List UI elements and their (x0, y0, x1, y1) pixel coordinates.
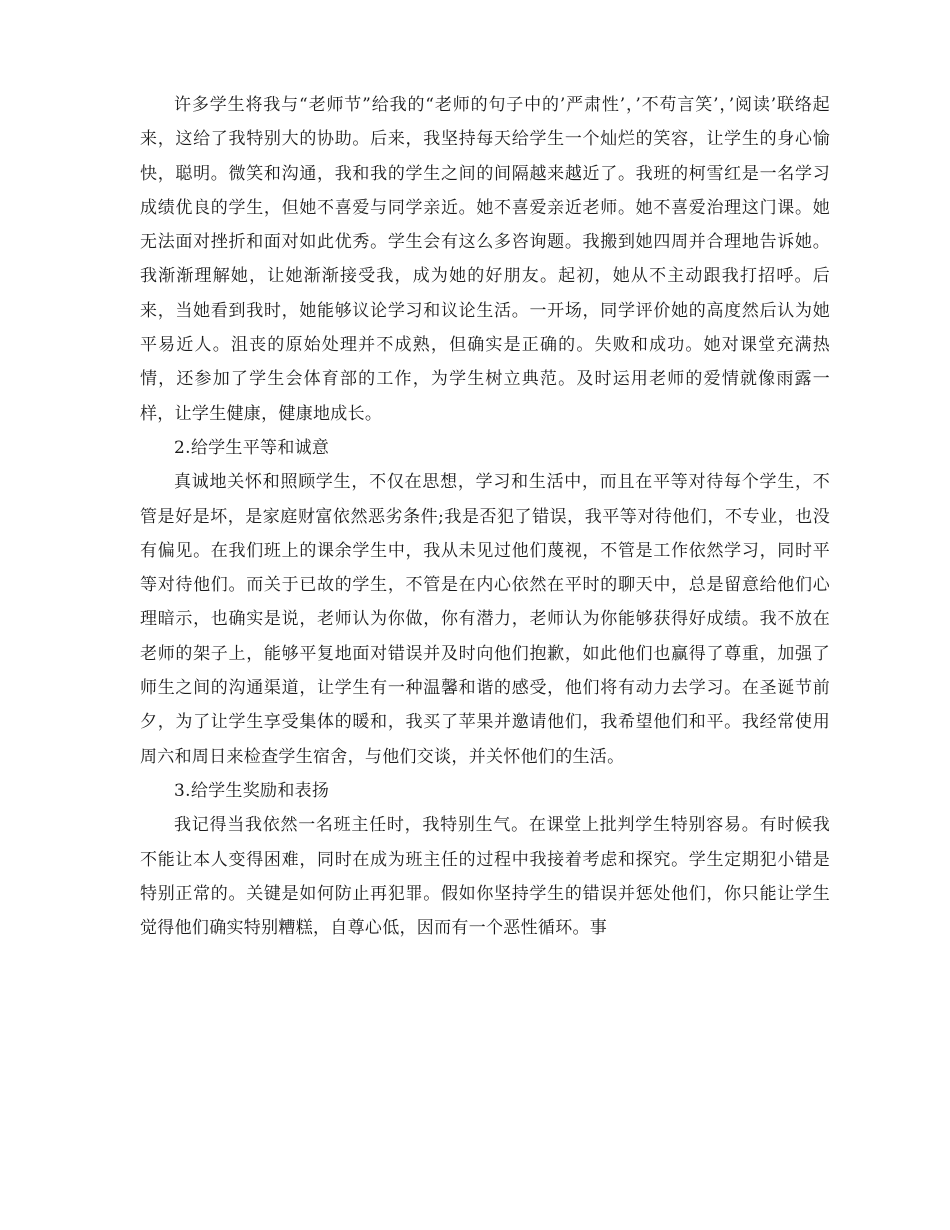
paragraph-1: 许多学生将我与“老师节”给我的“老师的句子中的’严肃性’，’不苟言笑’，’阅读’联络起来，这给了我特别大的协助。后来，我坚持每天给学生一个灿烂的笑容，让学生的身心愉快，聪明。微笑和沟通，我和我的学生之间的间隔越来越近了。我班的柯雪红是一名学习成绩优良的学生，但她不喜爱与同学亲近。她不喜爱亲近老师。她不喜爱治理这门课。她无法面对挫折和面对如此优秀。学生会有这么多咨询题。我搬到她四周并合理地告诉她。我渐渐理解她，让她渐渐接受我，成为她的好朋友。起初，她从不主动跟我打招呼。后来，当她看到我时，她能够议论学习和议论生活。一开场，同学评价她的高度然后认为她平易近人。沮丧的原始处理并不成熟，但确实是正确的。失败和成功。她对课堂充满热情，还参加了学生会体育部的工作，为学生树立典范。及时运用老师的爱情就像雨露一样，让学生健康，健康地成长。 (140, 95, 830, 424)
section-heading-2: 2.给学生平等和诚意 (174, 437, 330, 458)
paragraph-2: 真诚地关怀和照顾学生，不仅在思想，学习和生活中，而且在平等对待每个学生，不管是好是坏，是家庭财富依然恶劣条件;我是否犯了错误，我平等对待他们，不专业，也没有偏见。在我们班上的课余学生中，我从未见过他们蔑视，不管是工作依然学习，同时平等对待他们。而关于已故的学生，不管是在内心依然在平时的聊天中，总是留意给他们心理暗示，也确实是说，老师认为你做，你有潜力，老师认为你能够获得好成绩。我不放在老师的架子上，能够平复地面对错误并及时向他们抱歉，如此他们也赢得了尊重，加强了师生之间的沟通渠道，让学生有一种温馨和谐的感受，他们将有动力去学习。在圣诞节前夕，为了让学生享受集体的暖和，我买了苹果并邀请他们，我希望他们和平。我经常使用周六和周日来检查学生宿舍，与他们交谈，并关怀他们的生活。 (140, 472, 830, 767)
section-heading-3: 3.给学生奖励和表扬 (174, 780, 330, 801)
paragraph-3: 我记得当我依然一名班主任时，我特别生气。在课堂上批判学生特别容易。有时候我不能让本人变得困难，同时在成为班主任的过程中我接着考虑和探究。学生定期犯小错是特别正常的。关键是如何防止再犯罪。假如你坚持学生的错误并惩处他们，你只能让学生觉得他们确实特别糟糕，自尊心低，因而有一个恶性循环。事 (140, 815, 830, 939)
document-body (140, 88, 830, 945)
